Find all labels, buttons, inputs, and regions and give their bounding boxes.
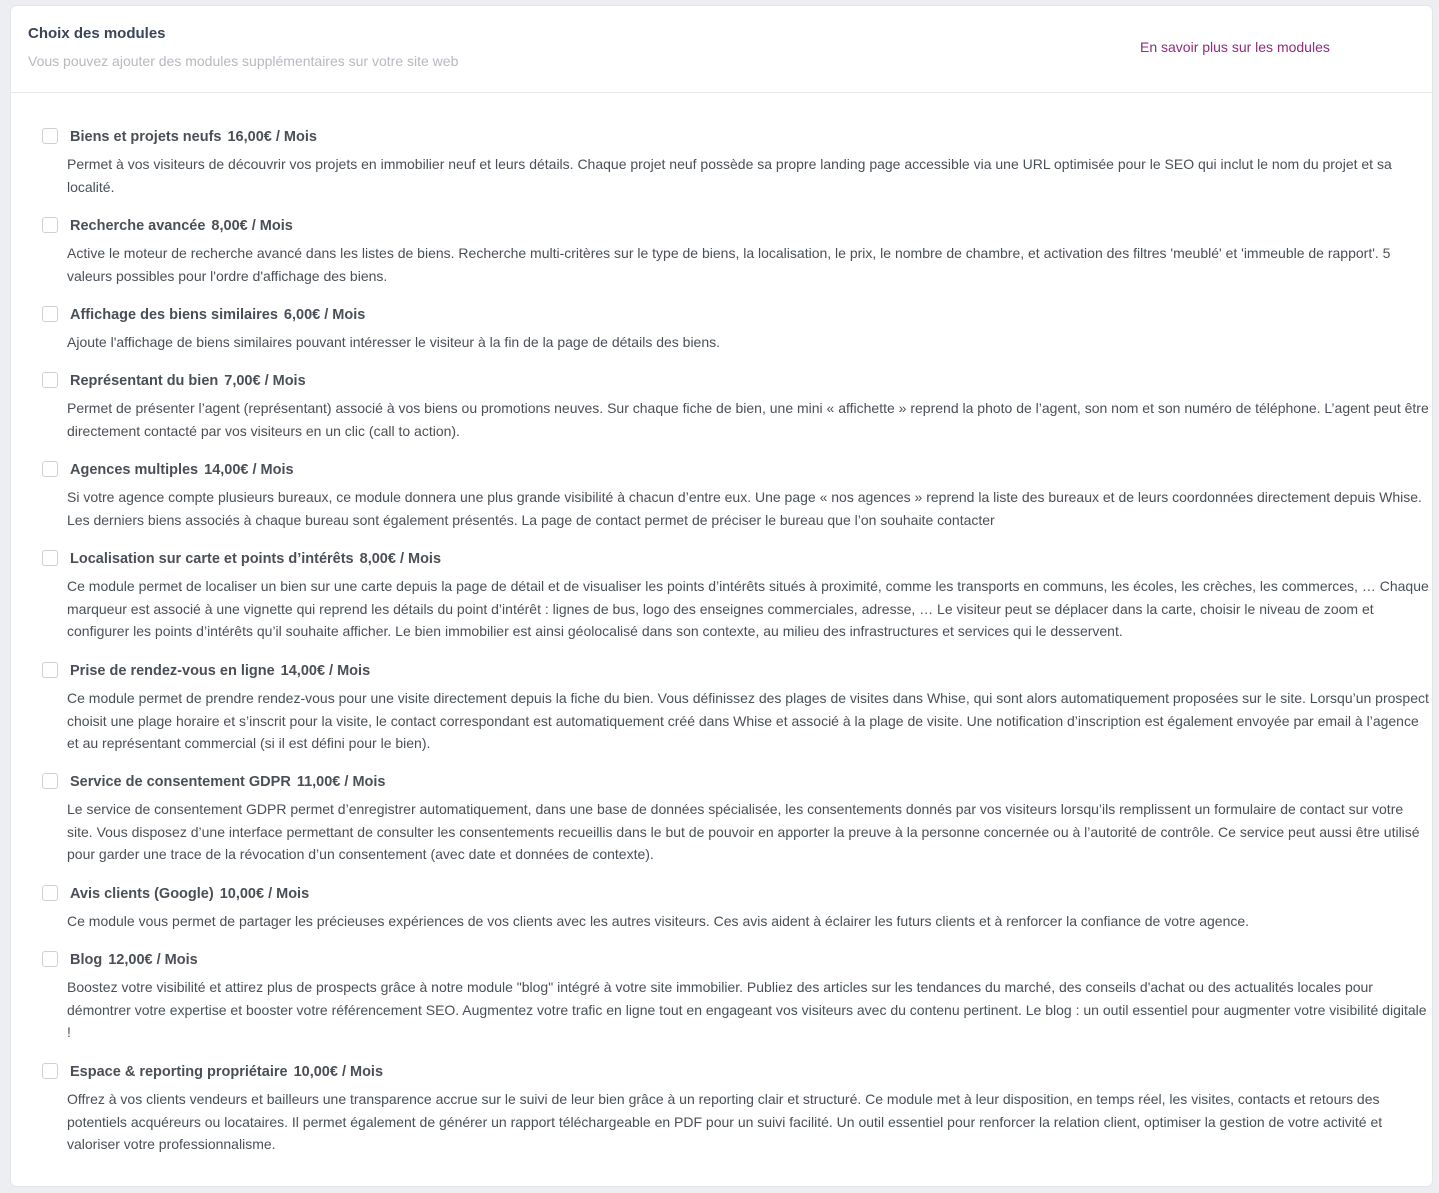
module-price: 6,00€ / Mois bbox=[283, 307, 366, 323]
learn-more-link[interactable]: En savoir plus sur les modules bbox=[1140, 39, 1330, 55]
module-name: Représentant du bien bbox=[70, 373, 219, 389]
module-checkbox[interactable] bbox=[42, 128, 58, 144]
module-heading bbox=[67, 949, 1429, 971]
module-item bbox=[11, 949, 1433, 1044]
module-description: Active le moteur de recherche avancé dans les listes de biens. Recherche multi-critères sur le type de biens, la localisation, le prix, le nombre de chambre, et activation des filtres 'meublé' et 'immeuble de rapport'. 5 valeurs possibles pour l'ordre d'affichage des biens. bbox=[67, 245, 1391, 284]
module-name: Agences multiples bbox=[70, 462, 199, 478]
module-description: Ce module vous permet de partager les précieuses expériences de vos clients avec les autres visiteurs. Ces avis aident à éclairer les futurs clients et à renforcer la confiance de votre agence. bbox=[67, 913, 1250, 929]
module-price: 14,00€ / Mois bbox=[280, 663, 371, 679]
module-price: 10,00€ / Mois bbox=[219, 886, 310, 902]
page-title: Choix des modules bbox=[28, 25, 166, 42]
card-header bbox=[11, 6, 1432, 93]
module-item bbox=[11, 771, 1433, 866]
module-item bbox=[11, 1061, 1433, 1156]
module-checkbox[interactable] bbox=[42, 217, 58, 233]
module-item bbox=[11, 215, 1433, 287]
module-heading bbox=[67, 370, 1429, 392]
module-heading bbox=[67, 126, 1429, 148]
module-name: Recherche avancée bbox=[70, 218, 206, 234]
module-price: 11,00€ / Mois bbox=[296, 774, 386, 790]
module-item bbox=[11, 660, 1433, 755]
module-heading bbox=[67, 660, 1429, 682]
page-subtitle: Vous pouvez ajouter des modules supplémentaires sur votre site web bbox=[28, 53, 459, 69]
module-heading bbox=[67, 883, 1429, 905]
module-price: 8,00€ / Mois bbox=[359, 551, 442, 567]
module-description: Si votre agence compte plusieurs bureaux, ce module donnera une plus grande visibilité à chacun d’entre eux. Une page « nos agences » reprend la liste des bureaux et de leurs coordonnées directement depuis Whise. Les derniers biens associés à chaque bureau sont également présentés. La page de contact permet de préciser le bureau que l’on souhaite contacter bbox=[67, 489, 1422, 528]
module-checkbox[interactable] bbox=[42, 662, 58, 678]
module-description: Permet à vos visiteurs de découvrir vos projets en immobilier neuf et leurs détails. Chaque projet neuf possède sa propre landing page accessible via une URL optimisée pour le SEO qui inclut le nom du projet et sa localité. bbox=[67, 156, 1392, 195]
modules-card bbox=[10, 5, 1433, 1187]
module-price: 16,00€ / Mois bbox=[227, 129, 317, 145]
module-heading bbox=[67, 459, 1429, 481]
module-price: 7,00€ / Mois bbox=[224, 373, 306, 389]
module-checkbox[interactable] bbox=[42, 773, 58, 789]
module-heading bbox=[67, 1061, 1429, 1083]
module-description: Permet de présenter l’agent (représentant) associé à vos biens ou promotions neuves. Sur chaque fiche de bien, une mini « affichette » reprend la photo de l’agent, son nom et son numéro de téléphone. L’agent peut être directement contacté par vos visiteurs en un clic (call to action). bbox=[67, 400, 1429, 439]
module-description: Ce module permet de prendre rendez-vous pour une visite directement depuis la fiche du bien. Vous définissez des plages de visites dans Whise, qui sont alors automatiquement proposées sur le site. Lorsqu’un prospect choisit une plage horaire et s’inscrit pour la visite, le contact correspondant est automatiquement créé dans Whise et associé à la plage de visite. Une notification d’inscription est également envoyée par email à l’agence et au représentant commercial (si il est défini pour le bien). bbox=[67, 690, 1429, 751]
module-name: Prise de rendez-vous en ligne bbox=[70, 663, 275, 679]
module-description: Ajoute l'affichage de biens similaires pouvant intéresser le visiteur à la fin de la page de détails des biens. bbox=[67, 334, 721, 350]
module-checkbox[interactable] bbox=[42, 885, 58, 901]
module-description: Boostez votre visibilité et attirez plus de prospects grâce à notre module "blog" intégré à votre site immobilier. Publiez des articles sur les tendances du marché, des conseils d'achat ou des actualités locales pour démontrer votre expertise et booster votre référencement SEO. Augmentez votre trafic en ligne tout en engageant vos visiteurs avec du contenu pertinent. Le blog : un outil essentiel pour augmenter votre visibilité digitale ! bbox=[67, 979, 1427, 1040]
module-item bbox=[11, 304, 1433, 354]
module-checkbox[interactable] bbox=[42, 372, 58, 388]
module-name: Avis clients (Google) bbox=[70, 886, 214, 902]
module-heading bbox=[67, 771, 1429, 793]
module-heading bbox=[67, 304, 1429, 326]
module-description: Ce module permet de localiser un bien sur une carte depuis la page de détail et de visualiser les points d’intérêts situés à proximité, comme les transports en communs, les écoles, les crèches, les commerces, … Chaque marqueur est associé à une vignette qui reprend les détails du point d’intérêt : lignes de bus, logo des enseignes commerciales, adresse, … Le visiteur peut se déplacer dans la carte, choisir le niveau de zoom et configurer les points d’intérêts qu’il souhaite afficher. Le bien immobilier est ainsi géolocalisé dans son contexte, au milieu des infrastructures et services qui le desservent. bbox=[67, 578, 1429, 639]
module-name: Blog bbox=[70, 952, 103, 968]
module-item bbox=[11, 370, 1433, 442]
module-description: Offrez à vos clients vendeurs et bailleurs une transparence accrue sur le suivi de leur bien grâce à un reporting clair et structuré. Ce module met à leur disposition, en temps réel, les visites, contacts et retours des potentiels acquéreurs ou locataires. Il permet également de générer un rapport téléchargeable en PDF pour un suivi facilité. Un outil essentiel pour renforcer la relation client, optimiser la gestion de votre activité et valoriser votre professionnalisme. bbox=[67, 1091, 1383, 1152]
module-item bbox=[11, 459, 1433, 531]
module-price: 10,00€ / Mois bbox=[293, 1064, 384, 1080]
module-checkbox[interactable] bbox=[42, 1063, 58, 1079]
module-price: 8,00€ / Mois bbox=[211, 218, 293, 234]
module-name: Localisation sur carte et points d’intérêts bbox=[70, 551, 354, 567]
module-checkbox[interactable] bbox=[42, 306, 58, 322]
module-name: Service de consentement GDPR bbox=[70, 774, 291, 790]
module-item bbox=[11, 126, 1433, 198]
module-item bbox=[11, 548, 1433, 643]
module-heading bbox=[67, 215, 1429, 237]
module-price: 12,00€ / Mois bbox=[108, 952, 198, 968]
module-checkbox[interactable] bbox=[42, 550, 58, 566]
module-name: Biens et projets neufs bbox=[70, 129, 222, 145]
module-price: 14,00€ / Mois bbox=[204, 462, 294, 478]
module-item bbox=[11, 883, 1433, 933]
module-heading bbox=[67, 548, 1429, 570]
module-name: Affichage des biens similaires bbox=[70, 307, 278, 323]
module-checkbox[interactable] bbox=[42, 461, 58, 477]
module-description: Le service de consentement GDPR permet d’enregistrer automatiquement, dans une base de données spécialisée, les consentements donnés par vos visiteurs lorsqu’ils remplissent un formulaire de contact sur votre site. Vous disposez d’une interface permettant de consulter les consentements recueillis dans le but de pouvoir en apporter la preuve à la personne concernée ou à l’autorité de contrôle. Ce service peut aussi être utilisé pour garder une trace de la révocation d’un consentement (avec date et données de contexte). bbox=[67, 801, 1420, 862]
module-name: Espace & reporting propriétaire bbox=[70, 1064, 288, 1080]
module-checkbox[interactable] bbox=[42, 951, 58, 967]
